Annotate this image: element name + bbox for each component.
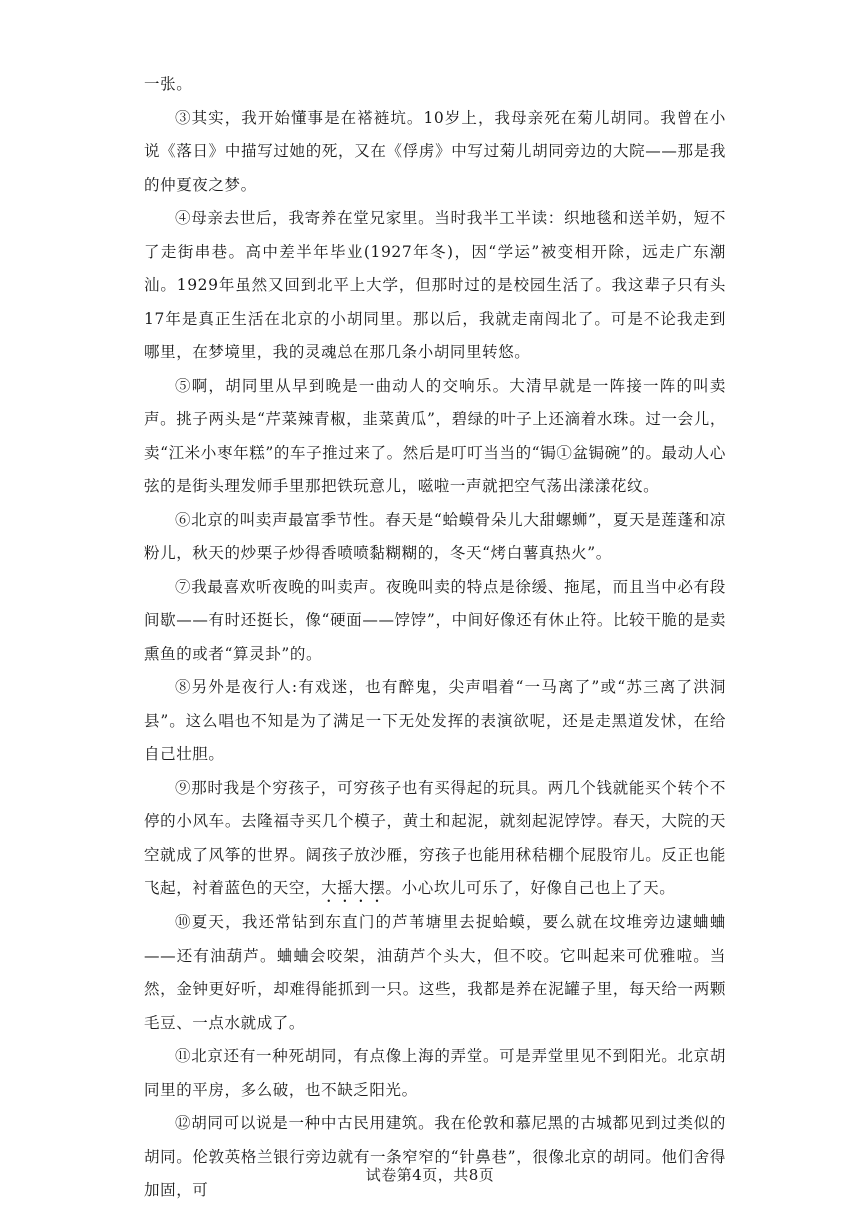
- emphasized-phrase: 大摇大摆: [321, 879, 386, 897]
- paragraph-6: ⑥北京的叫卖声最富季节性。春天是“蛤蟆骨朵儿大甜螺蛳”，夏天是莲蓬和凉粉儿，秋天的炒栗子炒得香喷喷黏糊糊的，冬天“烤白薯真热火”。: [144, 510, 726, 562]
- paragraph-3: ③其实，我开始懂事是在褡裢坑。10岁上，我母亲死在菊儿胡同。我曾在小说《落日》中描写过她的死，又在《俘虏》中写过菊儿胡同旁边的大院——那是我的仲夏夜之梦。: [144, 108, 726, 194]
- paragraph-11: ⑪北京还有一种死胡同，有点像上海的弄堂。可是弄堂里见不到阳光。北京胡同里的平房，多么破，也不缺乏阳光。: [144, 1047, 726, 1099]
- paragraph-9-text-before: ⑨那时我是个穷孩子，可穷孩子也有买得起的玩具。两几个钱就能买个转个不停的小风车。去隆福寺买几个模子，黄土和起泥，就刻起泥饽饽。春天，大院的天空就成了风筝的世界。阔孩子放沙雁，穷孩子也能用秫秸棚个屁股帘儿。反正也能飞起，衬着蓝色的天空，: [144, 778, 726, 897]
- paragraph-9: [144, 772, 726, 907]
- paragraph-5: ⑤啊，胡同里从早到晚是一曲动人的交响乐。大清早就是一阵接一阵的叫卖声。挑子两头是“芹菜辣青椒，韭菜黄瓜”，碧绿的叶子上还滴着水珠。过一会儿，卖“江米小枣年糕”的车子推过来了。然后是叮叮当当的“锔①盆锔碗”的。最动人心弦的是街头理发师手里那把铁玩意儿，嗞啦一声就把空气荡出漾漾花纹。: [144, 376, 726, 495]
- page-number-footer: 试卷第4页，共8页: [365, 1166, 495, 1184]
- paragraph-4: ④母亲去世后，我寄养在堂兄家里。当时我半工半读：织地毯和送羊奶，短不了走街串巷。高中差半年毕业(1927年冬)，因“学运”被变相开除，远走广东潮汕。1929年虽然又回到北平上大学，但那时过的是校园生活了。我这辈子只有头17年是真正生活在北京的小胡同里。那以后，我就走南闯北了。可是不论我走到哪里，在梦境里，我的灵魂总在那几条小胡同里转悠。: [144, 209, 726, 361]
- paragraph-12: ⑫胡同可以说是一种中古民用建筑。我在伦敦和慕尼黑的古城都见到过类似的胡同。伦敦英格兰银行旁边就有一条窄窄的“针鼻巷”，很像北京的胡同。他们舍得加固，可: [144, 1114, 726, 1199]
- paragraph-9-text-after: 。小心坎儿可乐了，好像自己也上了天。: [385, 879, 676, 897]
- article-body: [144, 68, 726, 1208]
- paragraph-10: ⑩夏天，我还常钻到东直门的芦苇塘里去捉蛤蟆，要么就在坟堆旁边逮蛐蛐——还有油葫芦。蛐蛐会咬架，油葫芦个头大，但不咬。它叫起来可优雅啦。当然，金钟更好听，却难得能抓到一只。这些，我都是养在泥罐子里，每天给一两颗毛豆、一点水就成了。: [144, 913, 726, 1032]
- paragraph-7: ⑦我最喜欢听夜晚的叫卖声。夜晚叫卖的特点是徐缓、拖尾，而且当中必有段间歇——有时还挺长，像“硬面——饽饽”，中间好像还有休止符。比较干脆的是卖熏鱼的或者“算灵卦”的。: [144, 577, 726, 663]
- paragraph-fragment: 一张。: [144, 75, 193, 93]
- paragraph-8: ⑧另外是夜行人:有戏迷，也有醉鬼，尖声唱着“一马离了”或“苏三离了洪洞县”。这么唱也不知是为了满足一下无处发挥的表演欲呢，还是走黑道发怵，在给自己壮胆。: [144, 678, 726, 763]
